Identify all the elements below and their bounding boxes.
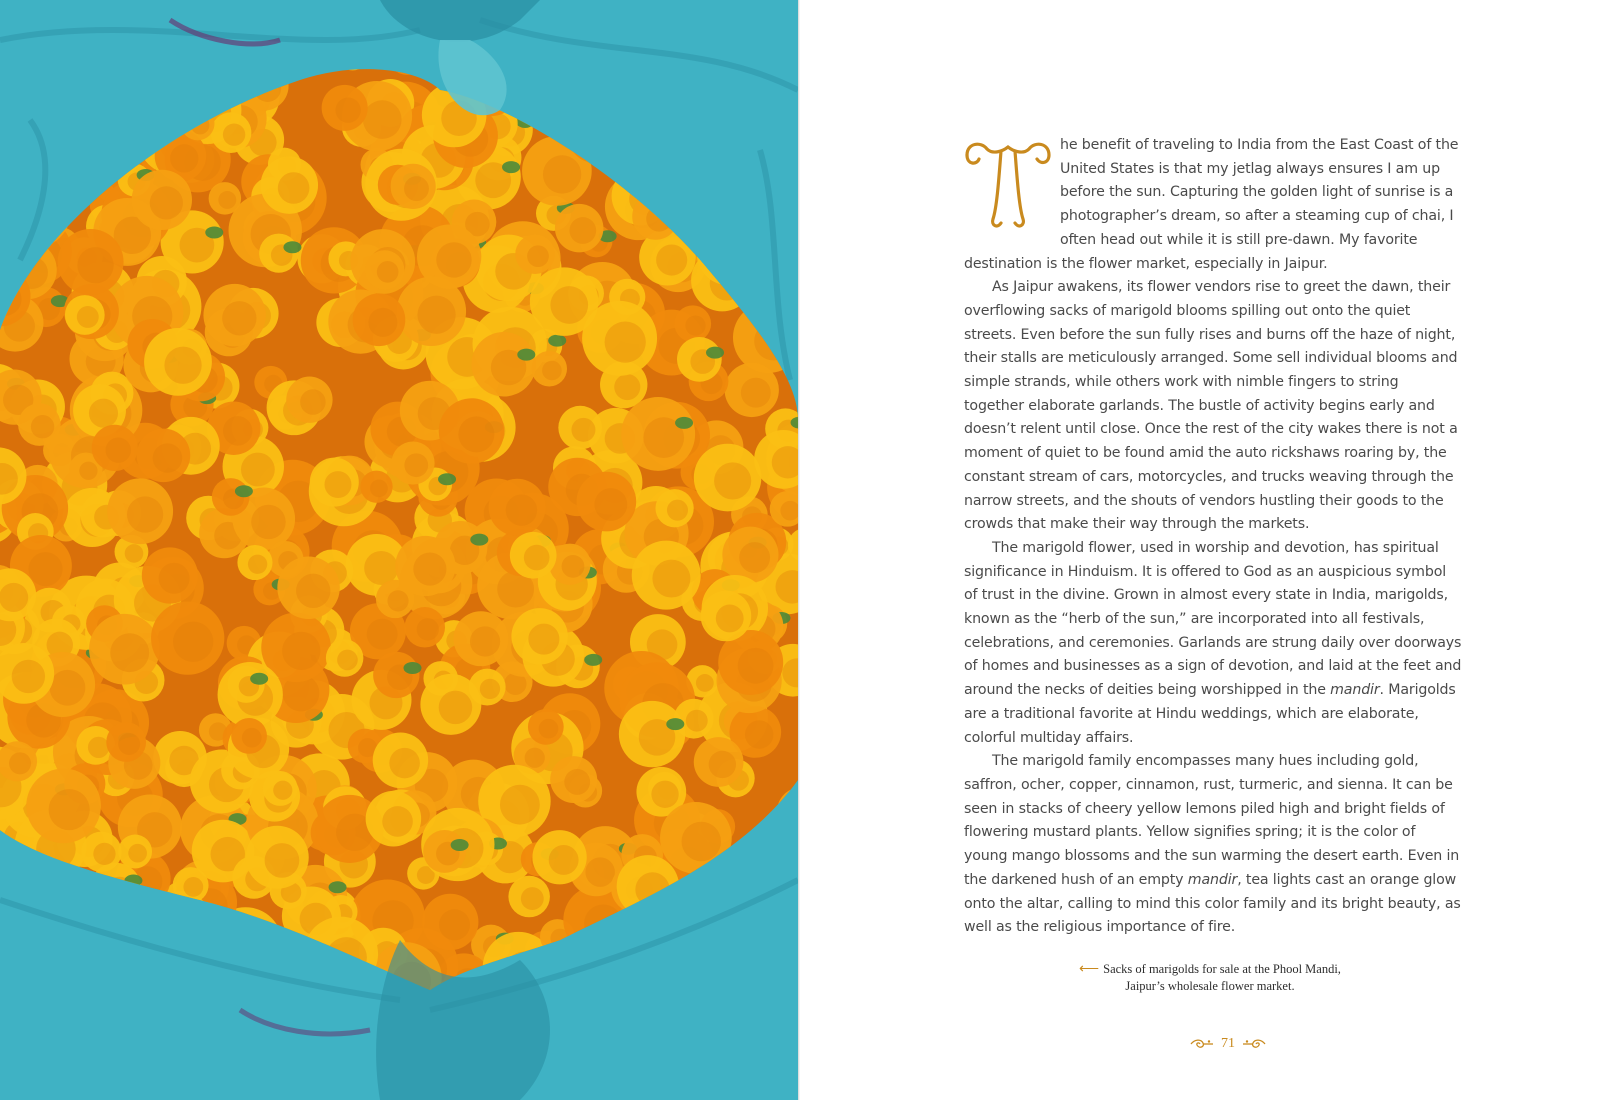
paragraph-3-part-2: . Marigolds are a traditional favorite at Hindu weddings, which are elaborate, colorful multiday affairs. bbox=[964, 682, 1456, 746]
paragraph-4-part-2: , tea lights cast an orange glow onto the altar, calling to mind this color family and its bright beauty, as well as the religious importance of fire. bbox=[964, 871, 1461, 936]
page-gutter bbox=[798, 0, 800, 1100]
marigold-sack-photo-icon bbox=[0, 0, 798, 1100]
photo-caption bbox=[1050, 961, 1370, 995]
paragraph-2: As Jaipur awakens, its flower vendors rise to greet the dawn, their overflowing sacks of marigold blooms spilling out onto the quiet streets. Even before the sun fully rises and burns off the haze of night, their stalls are meticulously arranged. Some sell individual blooms and simple strands, while others work with nimble fingers to string together elaborate garlands. The bustle of activity begins early and doesn’t relent until close. Once the rest of the city wakes there is not a moment of quiet to be found amid the auto rickshaws roaring by, the constant stream of cars, motorcycles, and trucks weaving through the narrow streets, and the shouts of vendors hustling their goods to the crowds that make their way through the markets. bbox=[964, 279, 1458, 533]
paisley-ornament-icon bbox=[1189, 1038, 1215, 1050]
paragraph-4-part-1: The marigold family encompasses many hues including gold, saffron, ocher, copper, cinnamon, rust, turmeric, and sienna. It can be seen in stacks of cheery yellow lemons piled high and bright fields of flowering mustard plants. Yellow signifies spring; it is the color of young mango blossoms and the sun warming the desert earth. Even in the darkened hush of an empty bbox=[964, 753, 1460, 888]
paragraph-1 bbox=[964, 134, 1462, 276]
caption-line-2: Jaipur’s wholesale flower market. bbox=[1125, 979, 1295, 993]
page-folio bbox=[1168, 1034, 1288, 1054]
caption-line-1: Sacks of marigolds for sale at the Phool Mandi, bbox=[1103, 962, 1341, 976]
paragraph-1-text: he benefit of traveling to India from the East Coast of the United States is that my jetlag always ensures I am up before the sun. Capturing the golden light of sunrise is a photographer’s dream, so after a steaming cup of chai, I often head out while it is still pre-dawn. My favorite destination is the flower market, especially in Jaipur. bbox=[964, 137, 1459, 272]
paisley-ornament-icon bbox=[1241, 1038, 1267, 1050]
paragraph-3-italic: mandir bbox=[1330, 682, 1380, 699]
paragraph-4 bbox=[964, 750, 1462, 940]
dropcap bbox=[962, 137, 1054, 232]
paragraph-3-part-1: The marigold flower, used in worship and devotion, has spiritual significance in Hinduism. It is offered to God as an auspicious symbol of trust in the divine. Grown in almost every state in India, marigolds, known as the “herb of the sun,” are incorporated into all festivals, celebrations, and ceremonies. Garlands are strung daily over doorways of homes and businesses as a sign of devotion, and laid at the feet and around the necks of deities being worshipped in the bbox=[964, 539, 1462, 699]
page-number: 71 bbox=[1221, 1036, 1235, 1051]
ornamental-t-icon bbox=[963, 137, 1053, 232]
paragraph-4-italic: mandir bbox=[1187, 871, 1238, 888]
arrow-left-icon: ⟵ bbox=[1079, 962, 1100, 977]
paragraph-3 bbox=[964, 537, 1462, 750]
marigold-photo bbox=[0, 0, 798, 1100]
article-body bbox=[964, 134, 1462, 940]
